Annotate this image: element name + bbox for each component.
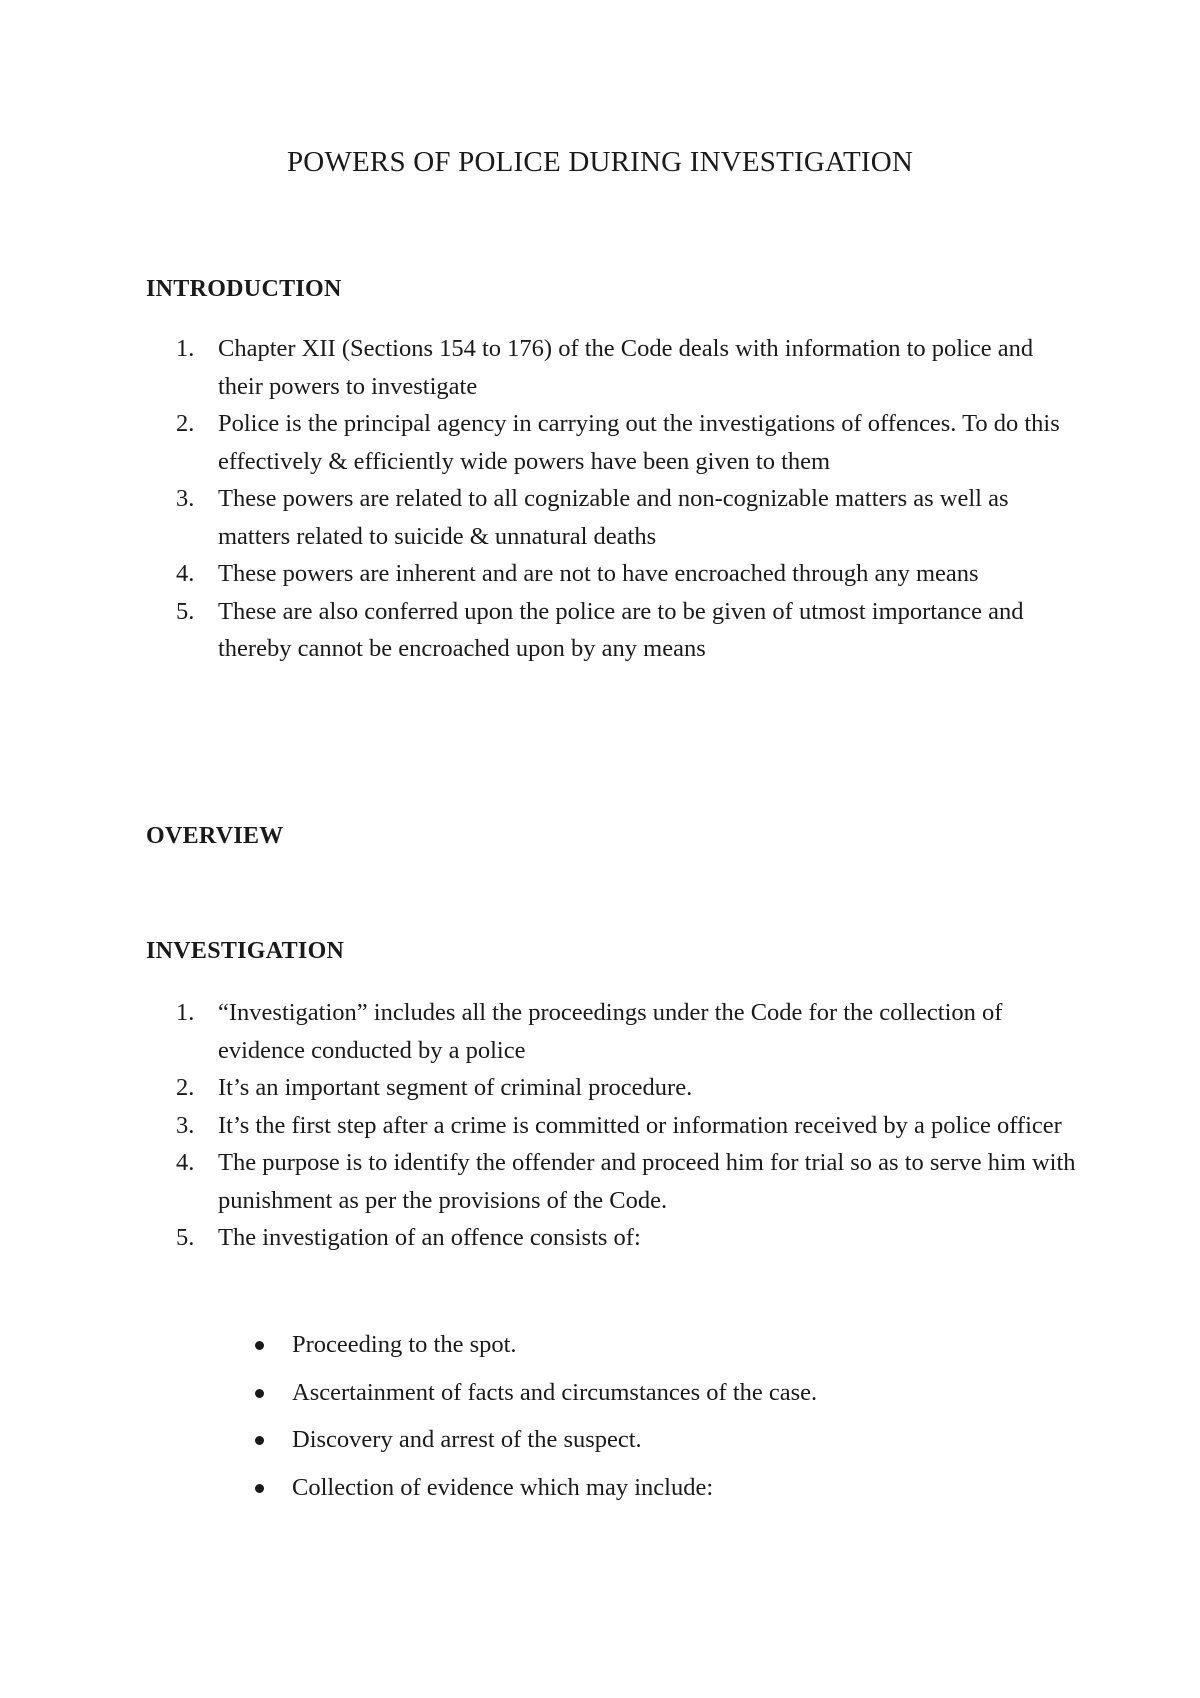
overview-heading: OVERVIEW: [146, 823, 284, 849]
list-item: [176, 555, 1076, 593]
bullet-icon: [255, 1436, 264, 1445]
list-item: [176, 1219, 1076, 1257]
list-item-number: 5.: [176, 597, 195, 625]
list-item: [176, 480, 1076, 555]
list-item-number: 1.: [176, 999, 195, 1026]
list-item-text: “Investigation” includes all the proceedings under the Code for the collection of evidence conducted by a police: [218, 999, 1003, 1064]
introduction-heading: INTRODUCTION: [146, 276, 342, 302]
bullet-item: [252, 1469, 1102, 1507]
list-item-number: 2.: [176, 1074, 195, 1101]
bullet-icon: [255, 1389, 264, 1398]
list-item-text: These powers are related to all cognizable and non-cognizable matters as well as matters related to suicide & unnatural deaths: [218, 485, 1009, 550]
list-item: [176, 1107, 1076, 1145]
list-item-number: 3.: [176, 485, 195, 512]
list-item: [176, 1069, 1076, 1107]
list-item-number: 4.: [176, 1149, 195, 1176]
list-item-text: These are also conferred upon the police are to be given of utmost importance and thereby cannot be encroached upon by any means: [218, 597, 1024, 662]
document-title: POWERS OF POLICE DURING INVESTIGATION: [286, 146, 914, 178]
list-item-text: Chapter XII (Sections 154 to 176) of the Code deals with information to police and their powers to investigate: [218, 335, 1034, 400]
investigation-steps-list: [252, 1326, 1102, 1516]
list-item: [176, 994, 1076, 1069]
list-item-number: 4.: [176, 560, 195, 587]
bullet-icon: [255, 1484, 264, 1493]
investigation-list: [176, 994, 1076, 1257]
investigation-heading: INVESTIGATION: [146, 938, 345, 964]
introduction-list: [176, 330, 1076, 668]
list-item: [176, 1144, 1076, 1219]
bullet-item-text: Ascertainment of facts and circumstances of the case.: [292, 1378, 818, 1406]
list-item-text: The investigation of an offence consists of:: [218, 1224, 641, 1251]
list-item-text: These powers are inherent and are not to have encroached through any means: [218, 560, 979, 587]
list-item: [176, 330, 1076, 405]
bullet-item: [252, 1326, 1102, 1364]
list-item-number: 2.: [176, 410, 195, 437]
bullet-item: [252, 1421, 1102, 1459]
list-item-text: Police is the principal agency in carrying out the investigations of offences. To do this effectively & efficiently wide powers have been given to them: [218, 410, 1060, 475]
list-item-text: The purpose is to identify the offender and proceed him for trial so as to serve him with punishment as per the provisions of the Code.: [218, 1149, 1076, 1214]
bullet-item-text: Proceeding to the spot.: [292, 1331, 517, 1358]
list-item: [176, 405, 1076, 480]
list-item-number: 3.: [176, 1111, 195, 1139]
list-item-number: 5.: [176, 1224, 195, 1251]
bullet-icon: [255, 1341, 264, 1350]
bullet-item-text: Collection of evidence which may include:: [292, 1473, 714, 1501]
list-item-text: It’s the first step after a crime is committed or information received by a police officer: [218, 1111, 1062, 1139]
bullet-item-text: Discovery and arrest of the suspect.: [292, 1426, 642, 1453]
list-item-text: It’s an important segment of criminal procedure.: [218, 1074, 693, 1101]
bullet-item: [252, 1374, 1102, 1412]
list-item: [176, 593, 1076, 668]
list-item-number: 1.: [176, 335, 195, 362]
